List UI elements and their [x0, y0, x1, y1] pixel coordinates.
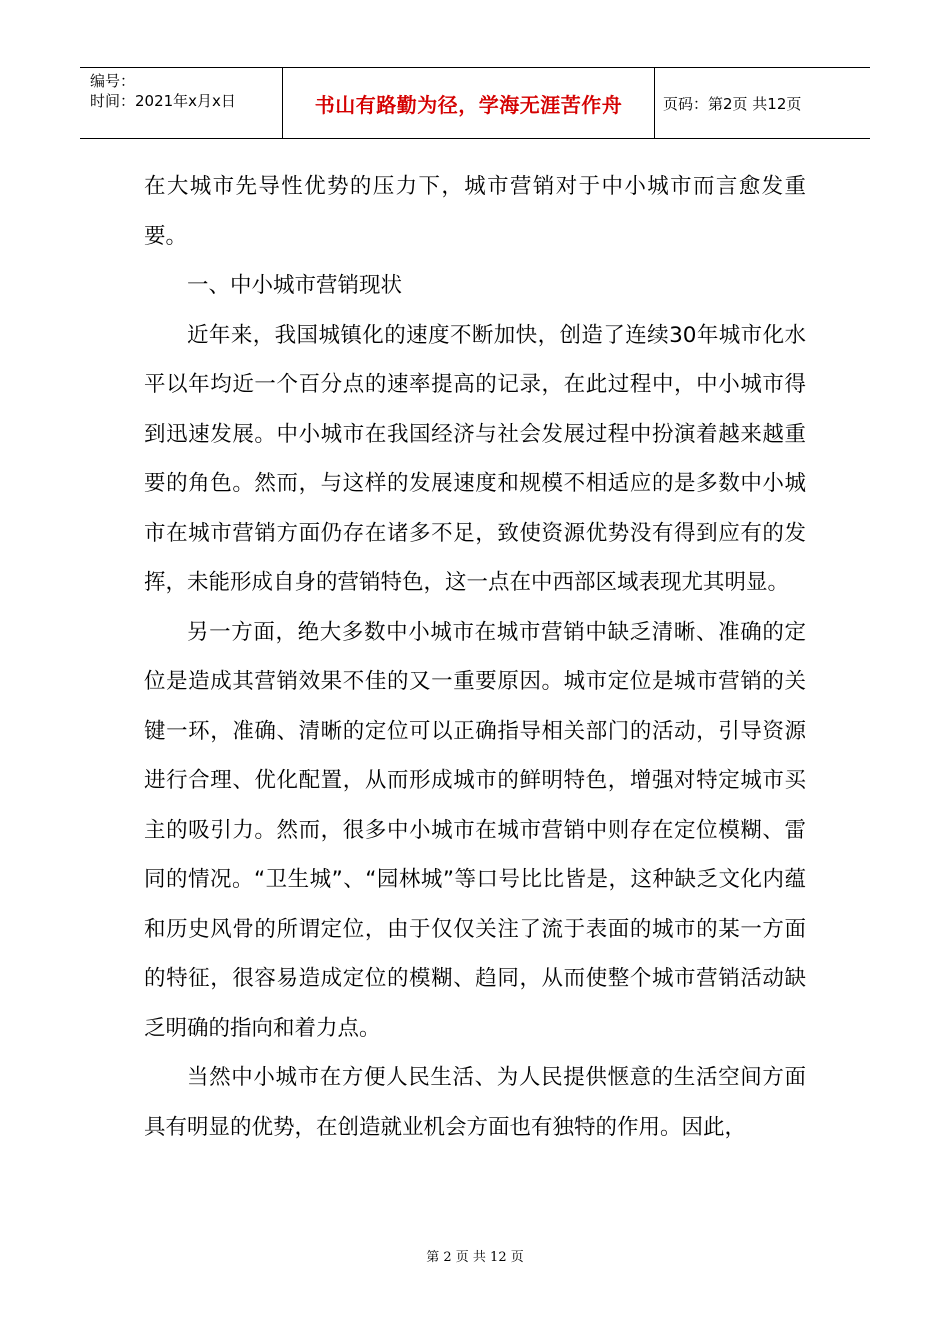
section-heading: 一、中小城市营销现状 — [187, 273, 403, 298]
paragraph-continuation: 在大城市先导性优势的压力下，城市营销对于中小城市而言愈发重要。 — [144, 174, 806, 249]
document-body — [144, 162, 806, 1152]
header-meta-cell — [80, 68, 283, 138]
header-page-number: 页码：第2页 共12页 — [663, 94, 802, 113]
paragraph: 近年来，我国城镇化的速度不断加快，创造了连续30年城市化水平以年均近一个百分点的速率提高的记录，在此过程中，中小城市得到迅速发展。中小城市在我国经济与社会发展过程中扮演着越来越重要的角色。然而，与这样的发展速度和规模不相适应的是多数中小城市在城市营销方面仍存在诸多不足，致使资源优势没有得到应有的发挥，未能形成自身的营销特色，这一点在中西部区域表现尤其明显。 — [144, 322, 806, 595]
document-time-label: 时间：2021年x月x日 — [90, 92, 236, 110]
document-header — [80, 67, 870, 139]
paragraph: 当然中小城市在方便人民生活、为人民提供惬意的生活空间方面具有明显的优势，在创造就业机会方面也有独特的作用。因此， — [144, 1065, 806, 1140]
document-number-label: 编号： — [90, 72, 136, 90]
paragraph: 另一方面，绝大多数中小城市在城市营销中缺乏清晰、准确的定位是造成其营销效果不佳的又一重要原因。城市定位是城市营销的关键一环，准确、清晰的定位可以正确指导相关部门的活动，引导资源进行合理、优化配置，从而形成城市的鲜明特色，增强对特定城市买主的吸引力。然而，很多中小城市在城市营销中则存在定位模糊、雷同的情况。“卫生城”、“园林城”等口号比比皆是，这种缺乏文化内蕴和历史风骨的所谓定位，由于仅仅关注了流于表面的城市的某一方面的特征，很容易造成定位的模糊、趋同，从而使整个城市营销活动缺乏明确的指向和着力点。 — [144, 619, 806, 1041]
header-motto: 书山有路勤为径，学海无涯苦作舟 — [283, 68, 655, 138]
page-footer: 第 2 页 共 12 页 — [426, 1250, 524, 1265]
